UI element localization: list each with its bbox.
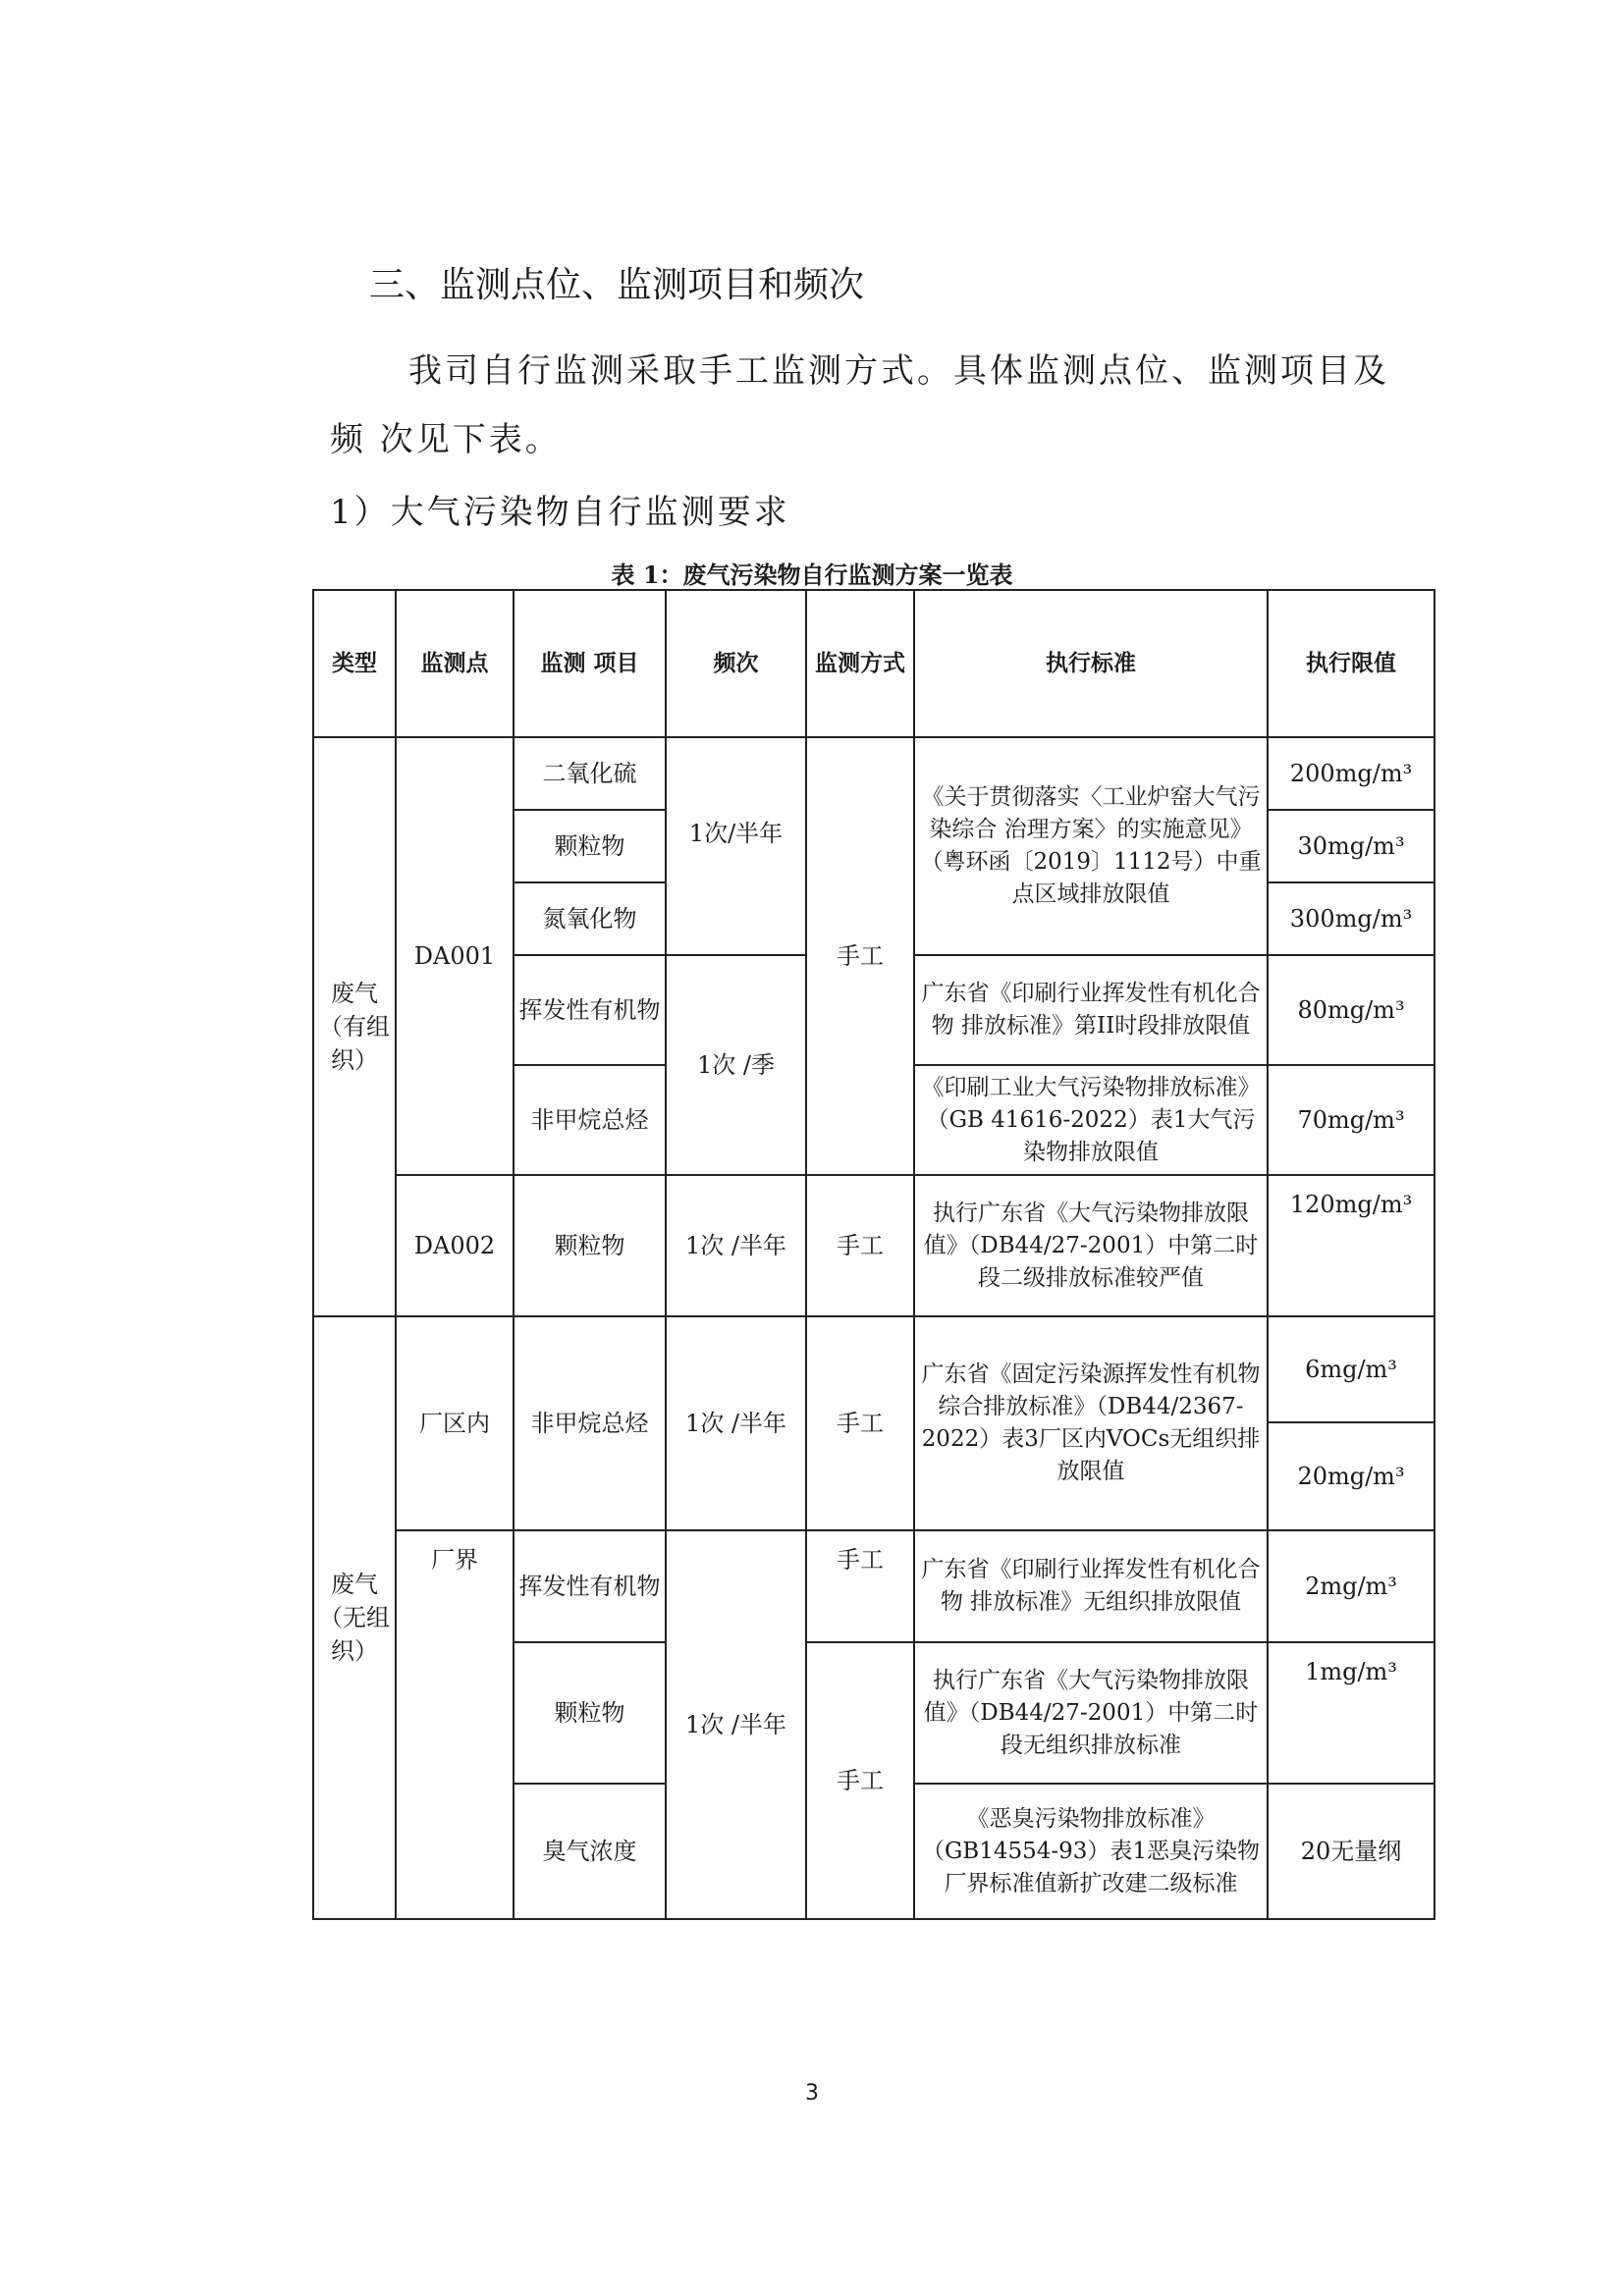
type-unorganized: 废气（无组织） [313, 1316, 396, 1919]
method-manual: 手工 [806, 1175, 914, 1316]
header-standard: 执行标准 [914, 590, 1268, 737]
limit-pm: 1mg/m³ [1268, 1642, 1435, 1784]
point-boundary: 厂界 [396, 1530, 514, 1919]
header-item: 监测 项目 [514, 590, 666, 737]
table-row [313, 1316, 1435, 1422]
item-vocs: 挥发性有机物 [514, 955, 666, 1065]
method-manual: 手工 [806, 1642, 914, 1919]
standard-printing-vocs: 广东省《印刷行业挥发性有机化合物 排放标准》第II时段排放限值 [914, 955, 1268, 1065]
standard-db44-27-unorganized: 执行广东省《大气污染物排放限值》（DB44/27-2001）中第二时段无组织排放标准 [914, 1642, 1268, 1784]
limit-nox: 300mg/m³ [1268, 882, 1435, 955]
freq-half-year: 1次 /半年 [666, 1316, 806, 1530]
method-manual: 手工 [806, 737, 914, 1175]
point-da002: DA002 [396, 1175, 514, 1316]
item-nox: 氮氧化物 [514, 882, 666, 955]
item-nmhc: 非甲烷总烃 [514, 1065, 666, 1175]
page-number: 3 [805, 2081, 819, 2106]
table-header-row [313, 590, 1435, 737]
standard-db44-2367: 广东省《固定污染源挥发性有机物综合排放标准》（DB44/2367-2022）表3厂区内VOCs无组织排放限值 [914, 1316, 1268, 1530]
point-factory-inside: 厂区内 [396, 1316, 514, 1530]
point-da001: DA001 [396, 737, 514, 1175]
limit-pm: 30mg/m³ [1268, 810, 1435, 882]
standard-db44-27: 执行广东省《大气污染物排放限值》（DB44/27-2001）中第二时段二级排放标准较严值 [914, 1175, 1268, 1316]
header-method: 监测方式 [806, 590, 914, 737]
limit-nmhc-a: 6mg/m³ [1268, 1316, 1435, 1422]
limit-odor: 20无量纲 [1268, 1784, 1435, 1919]
item-vocs: 挥发性有机物 [514, 1530, 666, 1642]
table-caption: 表 1：废气污染物自行监测方案一览表 [611, 561, 1013, 589]
item-so2: 二氧化硫 [514, 737, 666, 810]
limit-so2: 200mg/m³ [1268, 737, 1435, 810]
item-pm: 颗粒物 [514, 1642, 666, 1784]
table-row [313, 1530, 1435, 1642]
limit-nmhc-b: 20mg/m³ [1268, 1422, 1435, 1530]
limit-pm: 120mg/m³ [1268, 1175, 1435, 1316]
item-pm: 颗粒物 [514, 810, 666, 882]
intro-paragraph-line1: 我司自行监测采取手工监测方式。具体监测点位、监测项目及 [408, 351, 1389, 391]
section-heading: 三、监测点位、监测项目和频次 [369, 265, 865, 305]
item-odor: 臭气浓度 [514, 1784, 666, 1919]
method-manual: 手工 [806, 1316, 914, 1530]
item-nmhc: 非甲烷总烃 [514, 1316, 666, 1530]
standard-gb14554: 《恶臭污染物排放标准》（GB14554-93）表1恶臭污染物厂界标准值新扩改建二级标准 [914, 1784, 1268, 1919]
subheading: 1）大气污染物自行监测要求 [330, 493, 790, 532]
header-frequency: 频次 [666, 590, 806, 737]
header-type: 类型 [313, 590, 396, 737]
standard-printing-vocs-unorganized: 广东省《印刷行业挥发性有机化合物 排放标准》无组织排放限值 [914, 1530, 1268, 1642]
type-organized: 废气（有组织） [313, 737, 396, 1316]
standard-kiln: 《关于贯彻落实〈工业炉窑大气污染综合 治理方案〉的实施意见》（粤环函〔2019〕1112号）中重点区域排放限值 [914, 737, 1268, 955]
freq-half-year: 1次 /半年 [666, 1175, 806, 1316]
item-pm: 颗粒物 [514, 1175, 666, 1316]
limit-nmhc: 70mg/m³ [1268, 1065, 1435, 1175]
limit-vocs: 2mg/m³ [1268, 1530, 1435, 1642]
standard-gb41616: 《印刷工业大气污染物排放标准》（GB 41616-2022）表1大气污染物排放限值 [914, 1065, 1268, 1175]
intro-paragraph-line2: 频 次见下表。 [330, 420, 562, 459]
limit-vocs: 80mg/m³ [1268, 955, 1435, 1065]
header-limit: 执行限值 [1268, 590, 1435, 737]
monitoring-table [312, 589, 1435, 1920]
freq-quarter: 1次 /季 [666, 955, 806, 1175]
header-point: 监测点 [396, 590, 514, 737]
table-row [313, 737, 1435, 810]
freq-half-year: 1次/半年 [666, 737, 806, 955]
table-row [313, 1175, 1435, 1316]
freq-half-year: 1次 /半年 [666, 1530, 806, 1919]
method-manual: 手工 [806, 1530, 914, 1642]
